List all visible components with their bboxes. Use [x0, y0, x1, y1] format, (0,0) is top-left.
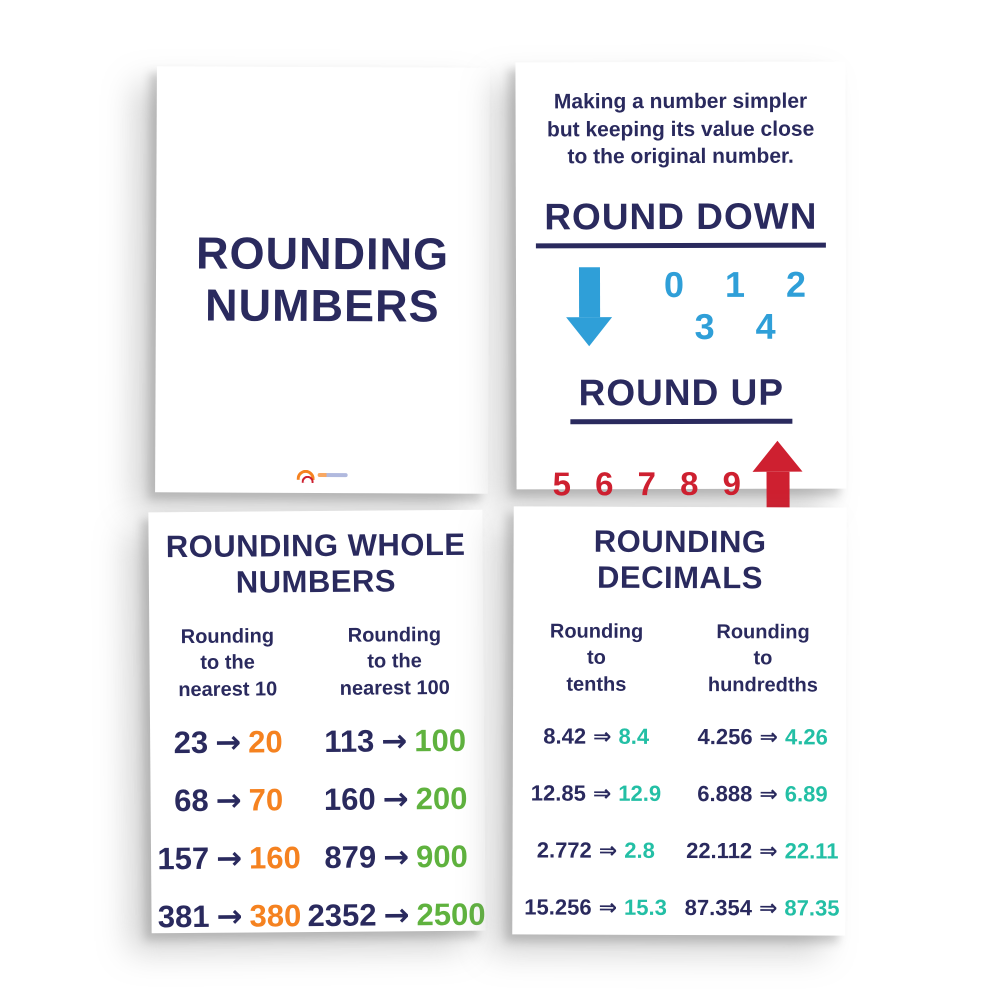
rounding-example-row — [679, 724, 846, 749]
rounding-example-row — [150, 724, 306, 759]
header-line: to — [586, 646, 606, 670]
rounded-number: 380 — [249, 898, 302, 934]
arrow-down-head — [566, 317, 612, 346]
right-arrow-icon: → — [382, 839, 410, 876]
double-arrow-icon: ⇒ — [593, 724, 612, 750]
rounding-example-row — [512, 894, 679, 919]
original-number: 160 — [323, 781, 376, 818]
tenths-rows — [512, 723, 679, 919]
nearest-10-header — [149, 623, 306, 703]
double-arrow-icon: ⇒ — [598, 895, 618, 921]
rounded-number: 8.4 — [618, 723, 650, 749]
poster-main-title — [196, 227, 449, 332]
brand-logo — [296, 470, 347, 480]
rounded-number: 4.26 — [784, 724, 828, 750]
rounded-number: 6.89 — [784, 781, 828, 807]
original-number: 22.112 — [686, 838, 753, 864]
rainbow-arc-icon — [296, 470, 314, 480]
hundredths-rows — [679, 724, 846, 920]
arrow-down-icon — [566, 267, 612, 346]
title-poster-card — [155, 66, 490, 493]
whole-numbers-title-line-2: NUMBERS — [235, 563, 397, 600]
header-line: Rounding — [549, 620, 644, 643]
right-arrow-icon: → — [215, 782, 242, 819]
right-arrow-icon: → — [381, 723, 408, 760]
rounded-number: 15.3 — [624, 894, 667, 921]
definition-line-1: Making a number simpler — [553, 89, 808, 114]
right-arrow-icon: → — [383, 897, 410, 934]
original-number: 12.85 — [530, 780, 586, 806]
rounding-example-row — [513, 780, 680, 805]
original-number: 68 — [174, 782, 209, 819]
double-arrow-icon: ⇒ — [598, 838, 618, 864]
header-line: tenths — [566, 673, 627, 696]
rounded-number: 2500 — [416, 896, 486, 933]
whole-numbers-poster-card — [148, 510, 485, 934]
rounded-number: 160 — [248, 840, 301, 876]
double-arrow-icon: ⇒ — [759, 839, 778, 865]
rounding-example-row — [151, 840, 307, 875]
decimals-title — [513, 523, 846, 596]
rounded-number: 100 — [414, 722, 467, 759]
right-arrow-icon: → — [215, 724, 242, 761]
original-number: 4.256 — [697, 724, 753, 750]
arrow-down-shaft — [578, 267, 599, 317]
original-number: 6.888 — [697, 781, 753, 807]
hundredths-header — [680, 619, 847, 699]
round-down-digits: 0 1 2 3 4 — [663, 263, 809, 348]
header-line: to the — [200, 651, 255, 675]
double-arrow-icon: ⇒ — [592, 781, 612, 807]
decimals-title-line-2: DECIMALS — [596, 559, 763, 596]
rounding-example-row — [307, 897, 485, 932]
decimals-poster-card — [512, 506, 846, 935]
original-number: 113 — [324, 723, 375, 760]
rounded-number: 20 — [248, 724, 283, 760]
rounding-example-row — [150, 782, 306, 817]
rounding-example-row — [307, 781, 485, 816]
right-arrow-icon: → — [382, 781, 409, 818]
original-number: 15.256 — [524, 894, 592, 920]
rounded-number: 12.9 — [618, 780, 662, 807]
round-up-heading: ROUND UP — [571, 372, 792, 425]
original-number: 157 — [157, 840, 210, 877]
double-arrow-icon: ⇒ — [758, 896, 778, 922]
hundredths-column — [679, 619, 847, 920]
definition-line-2: but keeping its value close — [546, 117, 815, 142]
header-line: nearest 10 — [178, 677, 278, 701]
rounded-number: 200 — [415, 780, 468, 817]
header-line: Rounding — [347, 623, 442, 647]
round-up-digits: 5 6 7 8 9 — [552, 464, 744, 503]
definition-line-3: to the original number. — [567, 145, 794, 169]
title-line-2: NUMBERS — [205, 279, 440, 332]
rounding-example-row — [306, 723, 484, 758]
definition-poster-card — [515, 62, 846, 503]
header-line: to the — [367, 650, 422, 673]
decimals-title-line-1: ROUNDING — [593, 523, 767, 560]
rounded-number: 22.11 — [784, 838, 839, 864]
rounded-number: 87.35 — [784, 895, 840, 921]
nearest-10-column — [149, 623, 308, 933]
right-arrow-icon: → — [216, 898, 243, 935]
right-arrow-icon: → — [215, 840, 243, 877]
nearest-100-rows — [306, 723, 486, 932]
rounded-number: 900 — [415, 838, 468, 875]
header-line: hundredths — [707, 673, 818, 697]
rounding-example-row — [307, 839, 485, 874]
title-line-1: ROUNDING — [196, 227, 450, 280]
original-number: 23 — [173, 724, 209, 761]
whole-numbers-columns — [149, 622, 485, 934]
rounding-example-row — [679, 781, 846, 806]
original-number: 87.354 — [684, 895, 753, 921]
rounding-example-row — [513, 723, 680, 748]
rounded-number: 2.8 — [624, 837, 655, 863]
header-line: Rounding — [716, 621, 810, 644]
nearest-100-column — [305, 622, 485, 933]
rounding-example-row — [513, 837, 680, 862]
arrow-up-head — [752, 441, 802, 472]
nearest-100-header — [305, 622, 484, 703]
original-number: 2352 — [307, 897, 377, 934]
round-down-heading: ROUND DOWN — [536, 196, 825, 249]
decimals-columns — [512, 618, 846, 922]
rounded-number: 70 — [248, 782, 284, 818]
double-arrow-icon: ⇒ — [759, 782, 778, 808]
round-down-row — [530, 260, 832, 353]
rounding-example-row — [679, 838, 846, 863]
header-line: nearest 100 — [339, 676, 450, 700]
original-number: 2.772 — [536, 837, 592, 863]
nearest-10-rows — [150, 724, 308, 933]
tenths-header — [513, 618, 680, 698]
original-number: 381 — [157, 898, 210, 935]
rounding-example-row — [679, 895, 846, 920]
rounding-example-row — [151, 898, 307, 933]
header-line: Rounding — [180, 625, 275, 648]
double-arrow-icon: ⇒ — [759, 725, 779, 751]
definition-text — [530, 88, 832, 172]
header-line: to — [753, 647, 773, 670]
original-number: 8.42 — [543, 723, 587, 749]
tenths-column — [512, 618, 680, 919]
original-number: 879 — [324, 839, 377, 876]
brand-logo-wordmark — [317, 473, 347, 477]
whole-numbers-title — [148, 527, 483, 602]
whole-numbers-title-line-1: ROUNDING WHOLE — [165, 526, 466, 565]
